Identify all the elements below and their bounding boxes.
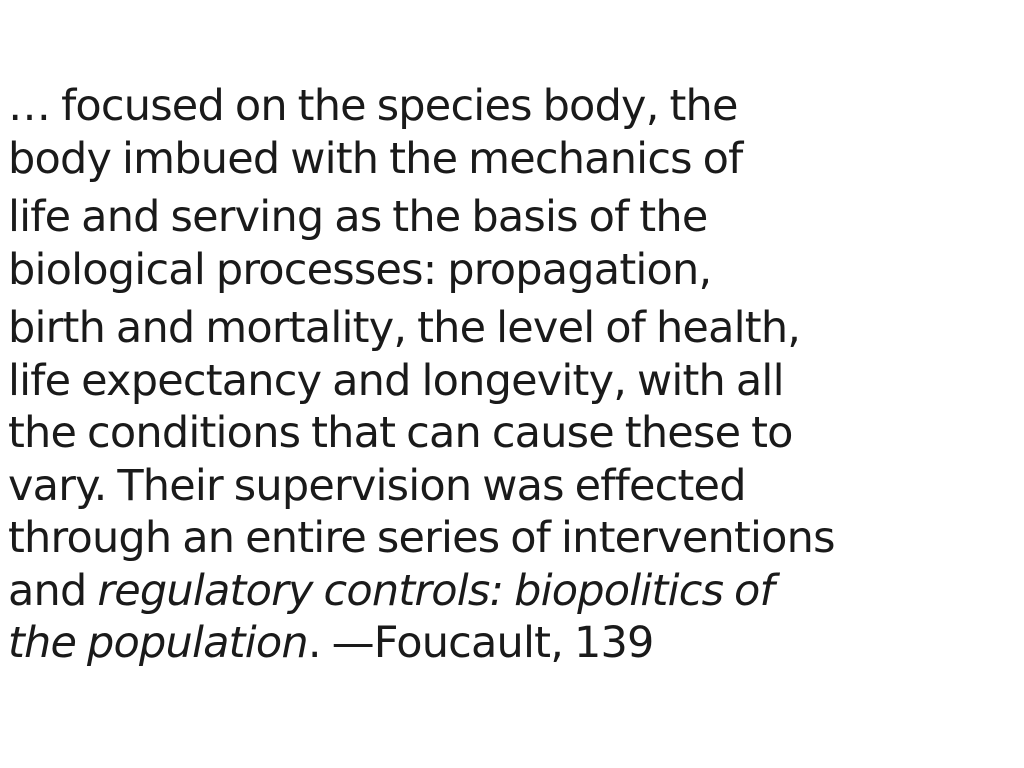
quote-line bbox=[8, 617, 1018, 670]
quote-line: the conditions that can cause these to bbox=[8, 408, 793, 458]
quote-line: through an entire series of interventions bbox=[8, 513, 835, 563]
quote-line: birth and mortality, the level of health, bbox=[8, 303, 801, 353]
quote-block bbox=[8, 80, 1018, 670]
quote-line: biological processes: propagation, bbox=[8, 244, 712, 295]
quote-line: life expectancy and longevity, with all bbox=[8, 355, 784, 406]
quote-line: body imbued with the mechanics of bbox=[8, 133, 743, 184]
quote-line: … focused on the species body, the bbox=[8, 81, 738, 131]
quote-line bbox=[8, 565, 1018, 618]
quote-line: life and serving as the basis of the bbox=[8, 192, 708, 242]
quote-emphasis: regulatory controls: biopolitics of bbox=[97, 565, 774, 616]
quote-citation: . —Foucault, 139 bbox=[307, 618, 654, 668]
quote-line: vary. Their supervision was effected bbox=[8, 460, 746, 511]
quote-emphasis: the population bbox=[8, 618, 308, 668]
quote-text: and bbox=[8, 565, 98, 616]
